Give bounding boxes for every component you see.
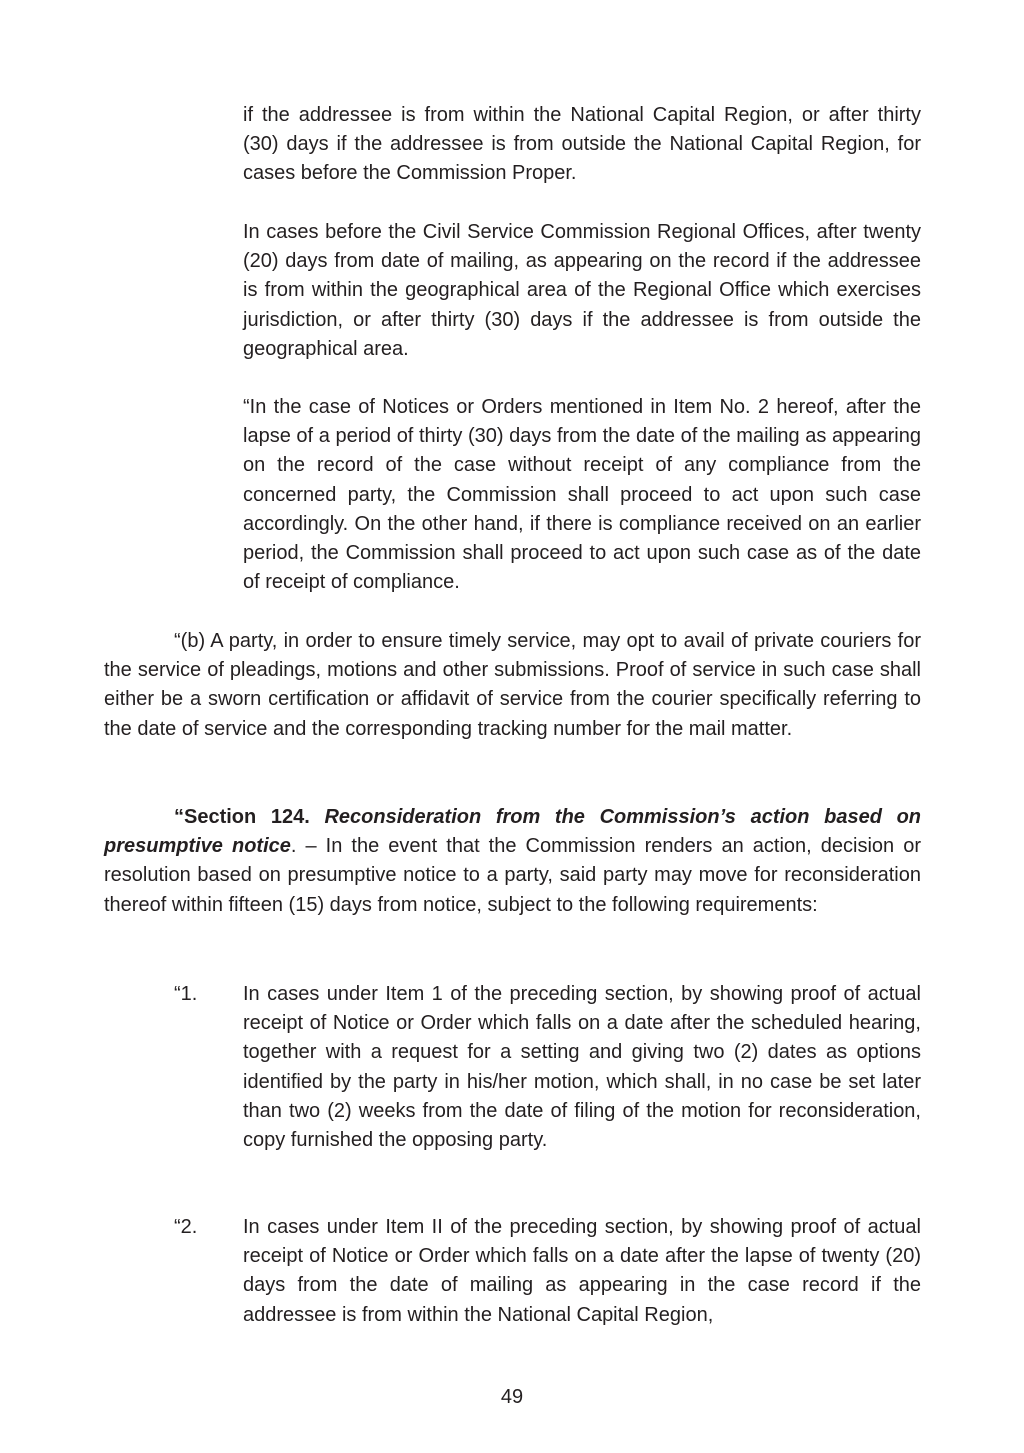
paragraph-continued: if the addressee is from within the National Capital Region, or after thirty (30) days if the addressee is from outside the National Capital Region, for cases before the Commission Proper. (243, 104, 921, 185)
section-124-title: Reconsideration from the Commission’s action based on presumptive notice (104, 806, 922, 858)
list-item-text: In cases under Item 1 of the preceding section, by showing proof of actual receipt of Notice or Order which falls on a date after the scheduled hearing, together with a request for a setting and giving two (2) dates as options identified by the party in his/her motion, which shall, in no case be set later than two (2) weeks from the date of filing of the motion for reconsideration, copy furnished the opposing party. (243, 983, 921, 1152)
section-124-paragraph (104, 803, 921, 920)
section-124-number: “Section 124. (174, 806, 310, 828)
list-item-text: In cases under Item II of the preceding section, by showing proof of actual receipt of Notice or Order which falls on a date after the lapse of twenty (20) days from the date of mailing as appearing in the case record if the addressee is from within the National Capital Region, (243, 1216, 921, 1326)
paragraph-regional-offices: In cases before the Civil Service Commission Regional Offices, after twenty (20) days from date of mailing, as appearing on the record if the addressee is from within the geographical area of the Regional Office which exercises jurisdiction, or after thirty (30) days if the addressee is from outside the geographical area. (243, 221, 921, 360)
paragraph-private-couriers: “(b) A party, in order to ensure timely service, may opt to avail of private couriers for the service of pleadings, motions and other submissions. Proof of service in such case shall either be a sworn certification or affidavit of service from the courier specifically referring to the date of service and the corresponding tracking number for the mail matter. (104, 630, 921, 740)
list-item-number: “2. (174, 1216, 198, 1238)
paragraph-notices-orders: “In the case of Notices or Orders mentioned in Item No. 2 hereof, after the lapse of a period of thirty (30) days from the date of the mailing as appearing on the record of the case without receipt of any compliance from the concerned party, the Commission shall proceed to act upon such case accordingly. On the other hand, if there is compliance received on an earlier period, the Commission shall proceed to act upon such case as of the date of receipt of compliance. (243, 396, 921, 594)
section-124-body: . – In the event that the Commission renders an action, decision or resolution based on presumptive notice to a party, said party may move for reconsideration thereof within fifteen (15) days from notice, subject to the following requirements: (104, 835, 921, 916)
list-item-number: “1. (174, 983, 198, 1005)
page-number: 49 (500, 1386, 524, 1408)
